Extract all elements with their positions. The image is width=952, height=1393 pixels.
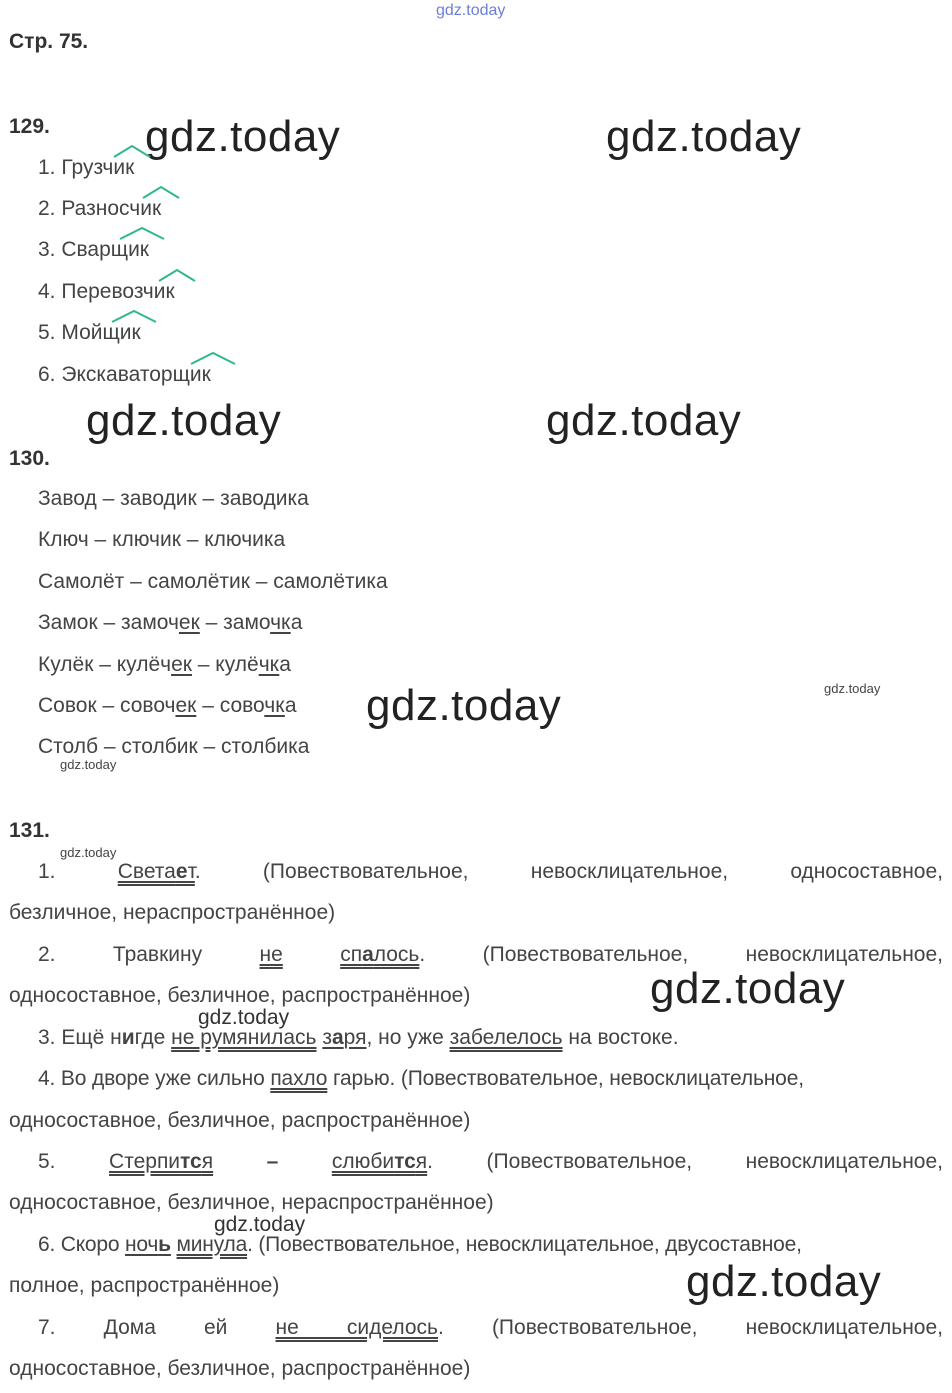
list-item: Самолёт – самолётик – самолётика [38, 570, 388, 593]
sentence-line: односоставное, безличное, нераспространённое) [9, 1191, 494, 1214]
watermark-top: gdz.today [436, 2, 506, 19]
watermark-small: gdz.today [824, 681, 881, 696]
watermark-medium: gdz.today [198, 1006, 290, 1029]
sentence-line: полное, распространённое) [9, 1274, 280, 1297]
suffix-arc-mark [118, 225, 166, 241]
list-item: Кулёк – кулёчек – кулёчка [38, 653, 291, 676]
sentence-line: 6. Скоро ночь минула. (Повествовательное, невосклицательное, двусоставное, [38, 1233, 802, 1256]
suffix-arc-mark [141, 184, 181, 200]
sentence-line: односоставное, безличное, распространённое) [9, 984, 471, 1007]
watermark-large: gdz.today [686, 1257, 882, 1306]
list-item: 6. Экскаваторщик [38, 363, 211, 386]
sentence-line: 4. Во дворе уже сильно пахло гарью. (Повествовательное, невосклицательное, [38, 1067, 804, 1090]
sentence-line: односоставное, безличное, распространённое) [9, 1357, 471, 1380]
list-item: 1. Грузчик [38, 156, 135, 179]
watermark-small: gdz.today [60, 845, 117, 860]
watermark-large: gdz.today [650, 964, 846, 1013]
sentence-line: 3. Ещё нигде не румянилась заря, но уже забелелось на востоке. [38, 1026, 679, 1049]
page-reference: Стр. 75. [9, 30, 89, 53]
list-item: 5. Мойщик [38, 321, 141, 344]
exercise-number: 129. [9, 115, 50, 138]
watermark-large: gdz.today [86, 396, 282, 445]
exercise-number: 130. [9, 447, 50, 470]
exercise-number: 131. [9, 819, 50, 842]
sentence-line: 2. Травкину не спалось. (Повествовательное, невосклицательное, [38, 943, 943, 966]
list-item: Ключ – ключик – ключика [38, 528, 286, 551]
list-item: 2. Разносчик [38, 197, 162, 220]
list-item: Совок – совочек – совочка [38, 694, 297, 717]
watermark-large: gdz.today [606, 112, 802, 161]
list-item: 4. Перевозчик [38, 280, 175, 303]
list-item: Замок – замочек – замочка [38, 611, 303, 634]
sentence-line: 7. Дома ей не сиделось. (Повествовательное, невосклицательное, [38, 1316, 944, 1339]
watermark-large: gdz.today [366, 681, 562, 730]
sentence-line: 1. Светает. (Повествовательное, невосклицательное, односоставное, [38, 860, 943, 883]
suffix-arc-mark [112, 143, 152, 159]
list-item: Завод – заводик – заводика [38, 487, 309, 510]
sentence-line: 5. Стерпится – слюбится. (Повествовательное, невосклицательное, [38, 1150, 943, 1173]
list-item: 3. Сварщик [38, 238, 149, 261]
watermark-large: gdz.today [145, 112, 341, 161]
watermark-large: gdz.today [546, 396, 742, 445]
watermark-small: gdz.today [60, 757, 117, 772]
sentence-line: односоставное, безличное, распространённое) [9, 1109, 471, 1132]
suffix-arc-mark [189, 350, 237, 366]
suffix-arc-mark [157, 267, 197, 283]
sentence-line: безличное, нераспространённое) [9, 901, 336, 924]
watermark-medium: gdz.today [214, 1213, 306, 1236]
suffix-arc-mark [110, 308, 158, 324]
list-item: Столб – столбик – столбика [38, 735, 310, 758]
